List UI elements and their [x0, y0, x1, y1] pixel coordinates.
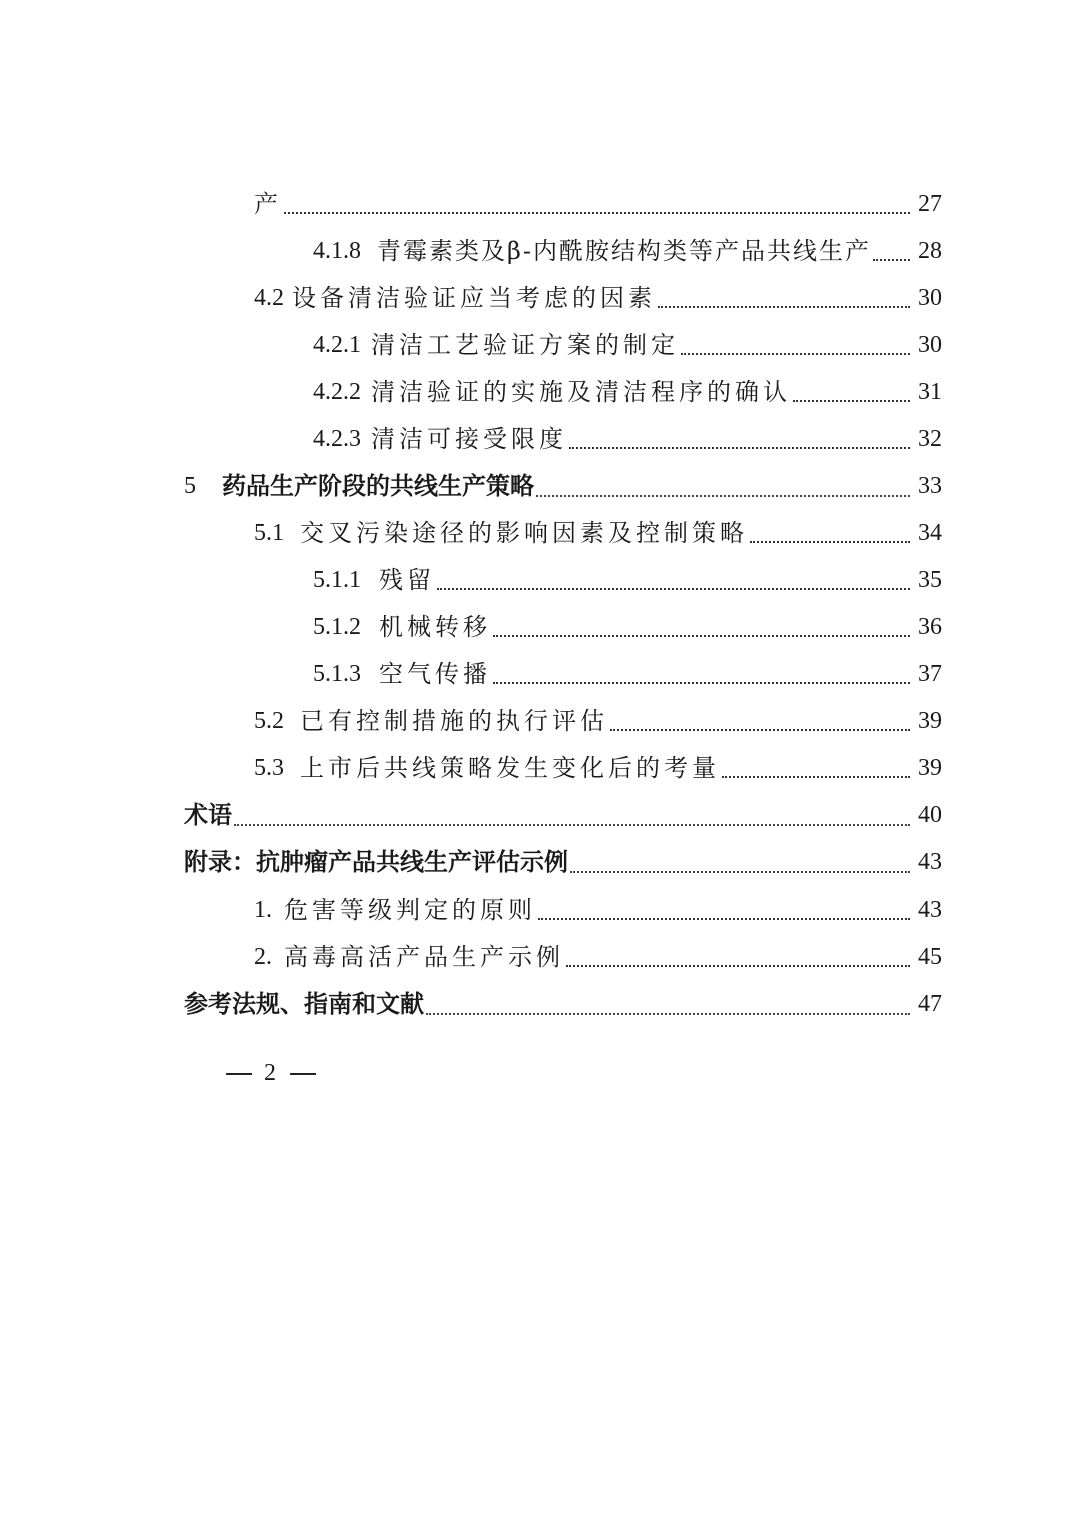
footer-dash-right	[290, 1073, 316, 1075]
toc-entry-page: 32	[918, 426, 942, 452]
page-number: 2	[264, 1060, 278, 1086]
toc-entry-page: 37	[918, 661, 942, 687]
toc-entry	[313, 372, 942, 412]
toc-entry-title: 交叉污染途径的影响因素及控制策略	[300, 519, 748, 547]
footer-dash-left	[226, 1073, 252, 1075]
toc-entry-title: 残留	[379, 566, 435, 594]
toc-dot-leader	[570, 842, 910, 882]
toc-dot-leader	[536, 466, 910, 506]
toc-entry	[313, 419, 942, 459]
toc-chapter-entry	[184, 984, 942, 1024]
toc-dot-leader	[234, 795, 910, 835]
toc-entry-page: 45	[918, 944, 942, 970]
toc-chapter-entry	[184, 795, 942, 835]
toc-entry-page: 30	[918, 285, 942, 311]
toc-dot-leader	[437, 560, 910, 600]
toc-dot-leader	[566, 937, 910, 977]
toc-entry-page: 35	[918, 567, 942, 593]
toc-entry	[254, 890, 942, 930]
toc-entry	[254, 278, 942, 318]
toc-entry-title: 产	[254, 190, 282, 218]
toc-entry-page: 33	[918, 473, 942, 499]
toc-entry-number: 4.2.2	[313, 379, 361, 405]
toc-entry	[254, 701, 942, 741]
toc-entry-title: 设备清洁验证应当考虑的因素	[292, 284, 656, 312]
toc-dot-leader	[722, 748, 910, 788]
toc-dot-leader	[569, 419, 910, 459]
toc-dot-leader	[873, 231, 910, 271]
toc-entry-page: 39	[918, 755, 942, 781]
toc-entry-number: 4.2.3	[313, 426, 361, 452]
toc-entry-title: 机械转移	[379, 613, 491, 641]
toc-dot-leader	[681, 325, 910, 365]
toc-entry-title: 青霉素类及β-内酰胺结构类等产品共线生产	[377, 237, 871, 265]
toc-entry	[254, 184, 942, 224]
toc-entry	[313, 560, 942, 600]
toc-dot-leader	[538, 890, 910, 930]
toc-entry	[313, 654, 942, 694]
toc-entry-title: 已有控制措施的执行评估	[300, 707, 608, 735]
toc-entry-title: 空气传播	[379, 660, 491, 688]
toc-dot-leader	[284, 184, 910, 224]
toc-entry-number: 5.2	[254, 708, 284, 734]
toc-entry-page: 40	[918, 802, 942, 828]
toc-entry	[313, 325, 942, 365]
toc-entry-number: 4.1.8	[313, 238, 361, 264]
toc-entry-page: 30	[918, 332, 942, 358]
toc-dot-leader	[493, 607, 910, 647]
toc-entry-title: 清洁工艺验证方案的制定	[371, 331, 679, 359]
toc-entry	[313, 607, 942, 647]
toc-entry-title: 危害等级判定的原则	[284, 896, 536, 924]
toc-dot-leader	[750, 513, 910, 553]
toc-entry-number: 5.1.3	[313, 661, 361, 687]
toc-entry-title: 高毒高活产品生产示例	[284, 943, 564, 971]
toc-entry-page: 39	[918, 708, 942, 734]
toc-dot-leader	[610, 701, 910, 741]
toc-dot-leader	[658, 278, 910, 318]
toc-entry-page: 36	[918, 614, 942, 640]
toc-entry-page: 43	[918, 849, 942, 875]
page-footer	[214, 1060, 328, 1087]
toc-entry-page: 47	[918, 991, 942, 1017]
toc-dot-leader	[493, 654, 910, 694]
toc-entry-number: 2.	[254, 944, 272, 970]
toc-entry	[254, 937, 942, 977]
toc-dot-leader	[793, 372, 910, 412]
toc-entry-title: 上市后共线策略发生变化后的考量	[300, 754, 720, 782]
toc-entry-title: 术语	[184, 801, 232, 829]
toc-entry-number: 1.	[254, 897, 272, 923]
toc-entry-title: 参考法规、指南和文献	[184, 990, 424, 1018]
toc-entry-number: 5	[184, 473, 196, 499]
toc-entry-number: 4.2.1	[313, 332, 361, 358]
toc-entry-title: 清洁可接受限度	[371, 425, 567, 453]
toc-entry-number: 5.1.2	[313, 614, 361, 640]
toc-entry-title: 附录：抗肿瘤产品共线生产评估示例	[184, 848, 568, 876]
toc-entry-page: 28	[918, 238, 942, 264]
toc-chapter-entry	[184, 466, 942, 506]
toc-entry-page: 31	[918, 379, 942, 405]
toc-entry	[254, 748, 942, 788]
toc-entry-page: 27	[918, 191, 942, 217]
toc-entry	[313, 231, 942, 271]
toc-chapter-entry	[184, 842, 942, 882]
toc-entry-title: 药品生产阶段的共线生产策略	[222, 472, 534, 500]
toc-entry-number: 5.1	[254, 520, 284, 546]
toc-entry-page: 34	[918, 520, 942, 546]
toc-dot-leader	[426, 984, 910, 1024]
toc-entry-title: 清洁验证的实施及清洁程序的确认	[371, 378, 791, 406]
toc-entry-number: 4.2	[254, 285, 284, 311]
toc-entry	[254, 513, 942, 553]
toc-entry-number: 5.1.1	[313, 567, 361, 593]
toc-entry-number: 5.3	[254, 755, 284, 781]
toc-entry-page: 43	[918, 897, 942, 923]
